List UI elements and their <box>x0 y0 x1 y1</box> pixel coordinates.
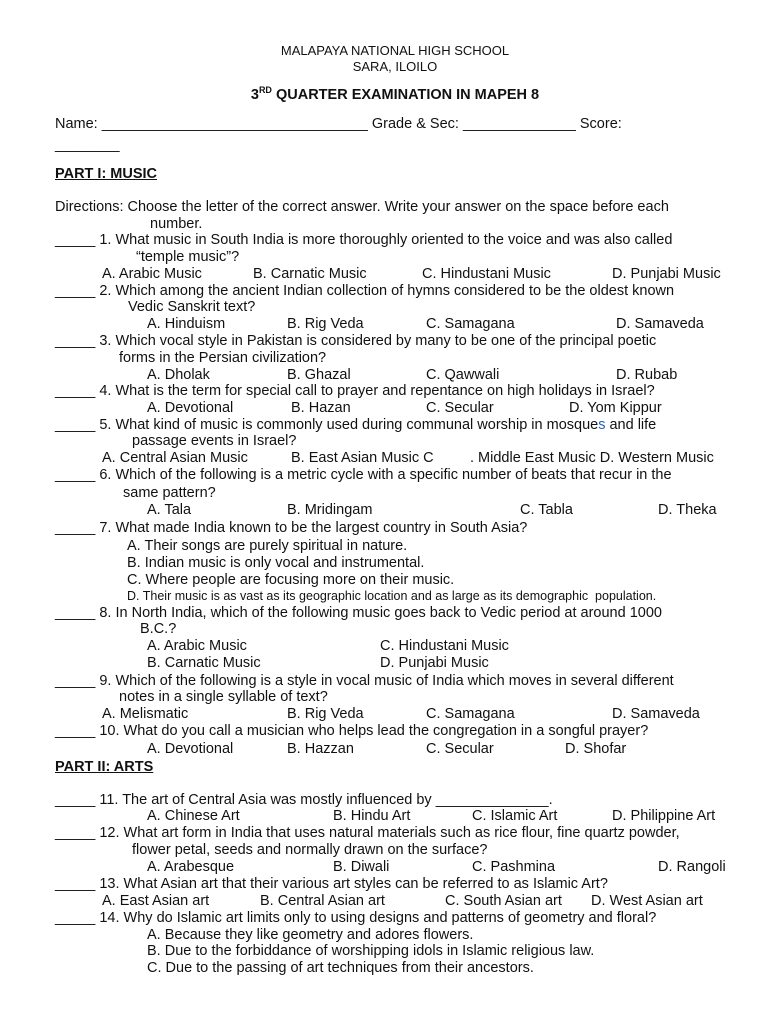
q2-option-d: D. Samaveda <box>616 316 704 332</box>
q4-option-b: B. Hazan <box>291 400 351 416</box>
q8-stem-cont: B.C.? <box>140 621 177 637</box>
q9-option-d: D. Samaveda <box>612 706 700 722</box>
part2-heading: PART II: ARTS <box>55 759 154 775</box>
q5-option-b: B. East Asian Music C <box>291 450 434 466</box>
q6-stem-cont: same pattern? <box>123 485 216 501</box>
q12-option-b: B. Diwali <box>333 859 390 875</box>
q11-option-a: A. Chinese Art <box>147 808 240 824</box>
q3-option-c: C. Qawwali <box>426 367 500 383</box>
q9-stem: _____ 9. Which of the following is a style in vocal music of India which moves in several different <box>55 673 674 689</box>
q4-stem: _____ 4. What is the term for special call to prayer and repentance on high holidays in Israel? <box>55 383 655 399</box>
q10-option-a: A. Devotional <box>147 741 234 757</box>
q11-option-b: B. Hindu Art <box>333 808 411 824</box>
q2-stem: _____ 2. Which among the ancient Indian collection of hymns considered to be the oldest known <box>55 283 675 299</box>
q5-stem-c: and life <box>605 417 657 433</box>
score-blank: ________ <box>55 137 120 153</box>
q6-option-b: B. Mridingam <box>287 502 373 518</box>
q3-option-a: A. Dholak <box>147 367 210 383</box>
q7-stem: _____ 7. What made India known to be the largest country in South Asia? <box>55 520 528 536</box>
q6-option-d: D. Theka <box>658 502 717 518</box>
exam-title <box>0 85 768 103</box>
q8-stem: _____ 8. In North India, which of the following music goes back to Vedic period at around 1000 <box>55 605 662 621</box>
q9-option-b: B. Rig Veda <box>287 706 364 722</box>
q3-option-d: D. Rubab <box>616 367 678 383</box>
q11-stem: _____ 11. The art of Central Asia was mostly influenced by ______________. <box>55 792 553 808</box>
q9-option-a: A. Melismatic <box>102 706 189 722</box>
q14-option-b: B. Due to the forbiddance of worshipping idols in Islamic religious law. <box>147 943 595 959</box>
q5-stem-a: _____ 5. What kind of music is commonly used during communal worship in mosque <box>55 417 599 433</box>
q12-stem: _____ 12. What art form in India that uses natural materials such as rice flour, fine quartz powder, <box>55 825 680 841</box>
q12-option-a: A. Arabesque <box>147 859 235 875</box>
q8-option-b: B. Carnatic Music <box>147 655 261 671</box>
q4-option-d: D. Yom Kippur <box>569 400 662 416</box>
q7-option-c: C. Where people are focusing more on their music. <box>127 572 455 588</box>
q3-stem-cont: forms in the Persian civilization? <box>119 350 327 366</box>
q8-option-d: D. Punjabi Music <box>380 655 489 671</box>
q1-stem-cont: “temple music”? <box>136 249 240 265</box>
q12-stem-cont: flower petal, seeds and normally drawn on the surface? <box>132 842 488 858</box>
q14-stem: _____ 14. Why do Islamic art limits only to using designs and patterns of geometry and floral? <box>55 910 657 926</box>
q7-option-b: B. Indian music is only vocal and instrumental. <box>127 555 425 571</box>
q1-option-d: D. Punjabi Music <box>612 266 721 282</box>
q1-option-a: A. Arabic Music <box>102 266 202 282</box>
q12-option-d: D. Rangoli <box>658 859 726 875</box>
part1-heading: PART I: MUSIC <box>55 166 158 182</box>
q5-option-a: A. Central Asian Music <box>102 450 248 466</box>
q3-stem: _____ 3. Which vocal style in Pakistan is considered by many to be one of the principal poetic <box>55 333 657 349</box>
q10-option-d: D. Shofar <box>565 741 627 757</box>
q11-option-d: D. Philippine Art <box>612 808 716 824</box>
q5-option-cd: . Middle East Music D. Western Music <box>470 450 714 466</box>
directions-line1: Directions: Choose the letter of the correct answer. Write your answer on the space before each <box>55 199 669 215</box>
q10-option-c: C. Secular <box>426 741 494 757</box>
q14-option-a: A. Because they like geometry and adores flowers. <box>147 927 474 943</box>
q7-option-d: D. Their music is as vast as its geographic location and as large as its demographic population. <box>127 589 657 603</box>
q3-option-b: B. Ghazal <box>287 367 351 383</box>
school-name: MALAPAYA NATIONAL HIGH SCHOOL <box>280 43 510 58</box>
q1-option-b: B. Carnatic Music <box>253 266 367 282</box>
q13-option-d: D. West Asian art <box>591 893 703 909</box>
q5-stem-b: s <box>598 417 606 433</box>
q13-stem: _____ 13. What Asian art that their various art styles can be referred to as Islamic Art? <box>55 876 608 892</box>
q13-option-a: A. East Asian art <box>102 893 210 909</box>
q14-option-c: C. Due to the passing of art techniques from their ancestors. <box>147 960 534 976</box>
q2-option-a: A. Hinduism <box>147 316 226 332</box>
exam-title-prefix: 3 <box>250 87 259 103</box>
exam-title-sup: RD <box>258 85 272 95</box>
q9-option-c: C. Samagana <box>426 706 515 722</box>
q6-stem: _____ 6. Which of the following is a metric cycle with a specific number of beats that recur in the <box>55 467 672 483</box>
q6-option-a: A. Tala <box>147 502 192 518</box>
q7-option-a: A. Their songs are purely spiritual in nature. <box>127 538 408 554</box>
q6-option-c: C. Tabla <box>520 502 573 518</box>
q4-option-c: C. Secular <box>426 400 494 416</box>
directions-line2: number. <box>150 216 203 232</box>
q8-option-a: A. Arabic Music <box>147 638 247 654</box>
q9-stem-cont: notes in a single syllable of text? <box>119 689 328 705</box>
q10-option-b: B. Hazzan <box>287 741 354 757</box>
q11-option-c: C. Islamic Art <box>472 808 558 824</box>
q2-option-c: C. Samagana <box>426 316 515 332</box>
q8-option-c: C. Hindustani Music <box>380 638 509 654</box>
q2-option-b: B. Rig Veda <box>287 316 364 332</box>
q5-stem <box>55 417 656 434</box>
q13-option-c: C. South Asian art <box>445 893 562 909</box>
exam-title-rest: QUARTER EXAMINATION IN MAPEH 8 <box>271 87 540 103</box>
q4-option-a: A. Devotional <box>147 400 234 416</box>
q5-stem-cont: passage events in Israel? <box>132 433 297 449</box>
school-location: SARA, ILOILO <box>352 59 438 74</box>
name-line: Name: _________________________________ Grade & Sec: ______________ Score: <box>55 116 622 132</box>
q1-option-c: C. Hindustani Music <box>422 266 551 282</box>
q1-stem: _____ 1. What music in South India is more thoroughly oriented to the voice and was also called <box>55 232 673 248</box>
q13-option-b: B. Central Asian art <box>260 893 385 909</box>
q12-option-c: C. Pashmina <box>472 859 556 875</box>
q10-stem: _____ 10. What do you call a musician who helps lead the congregation in a songful prayer? <box>55 723 649 739</box>
q2-stem-cont: Vedic Sanskrit text? <box>128 299 256 315</box>
